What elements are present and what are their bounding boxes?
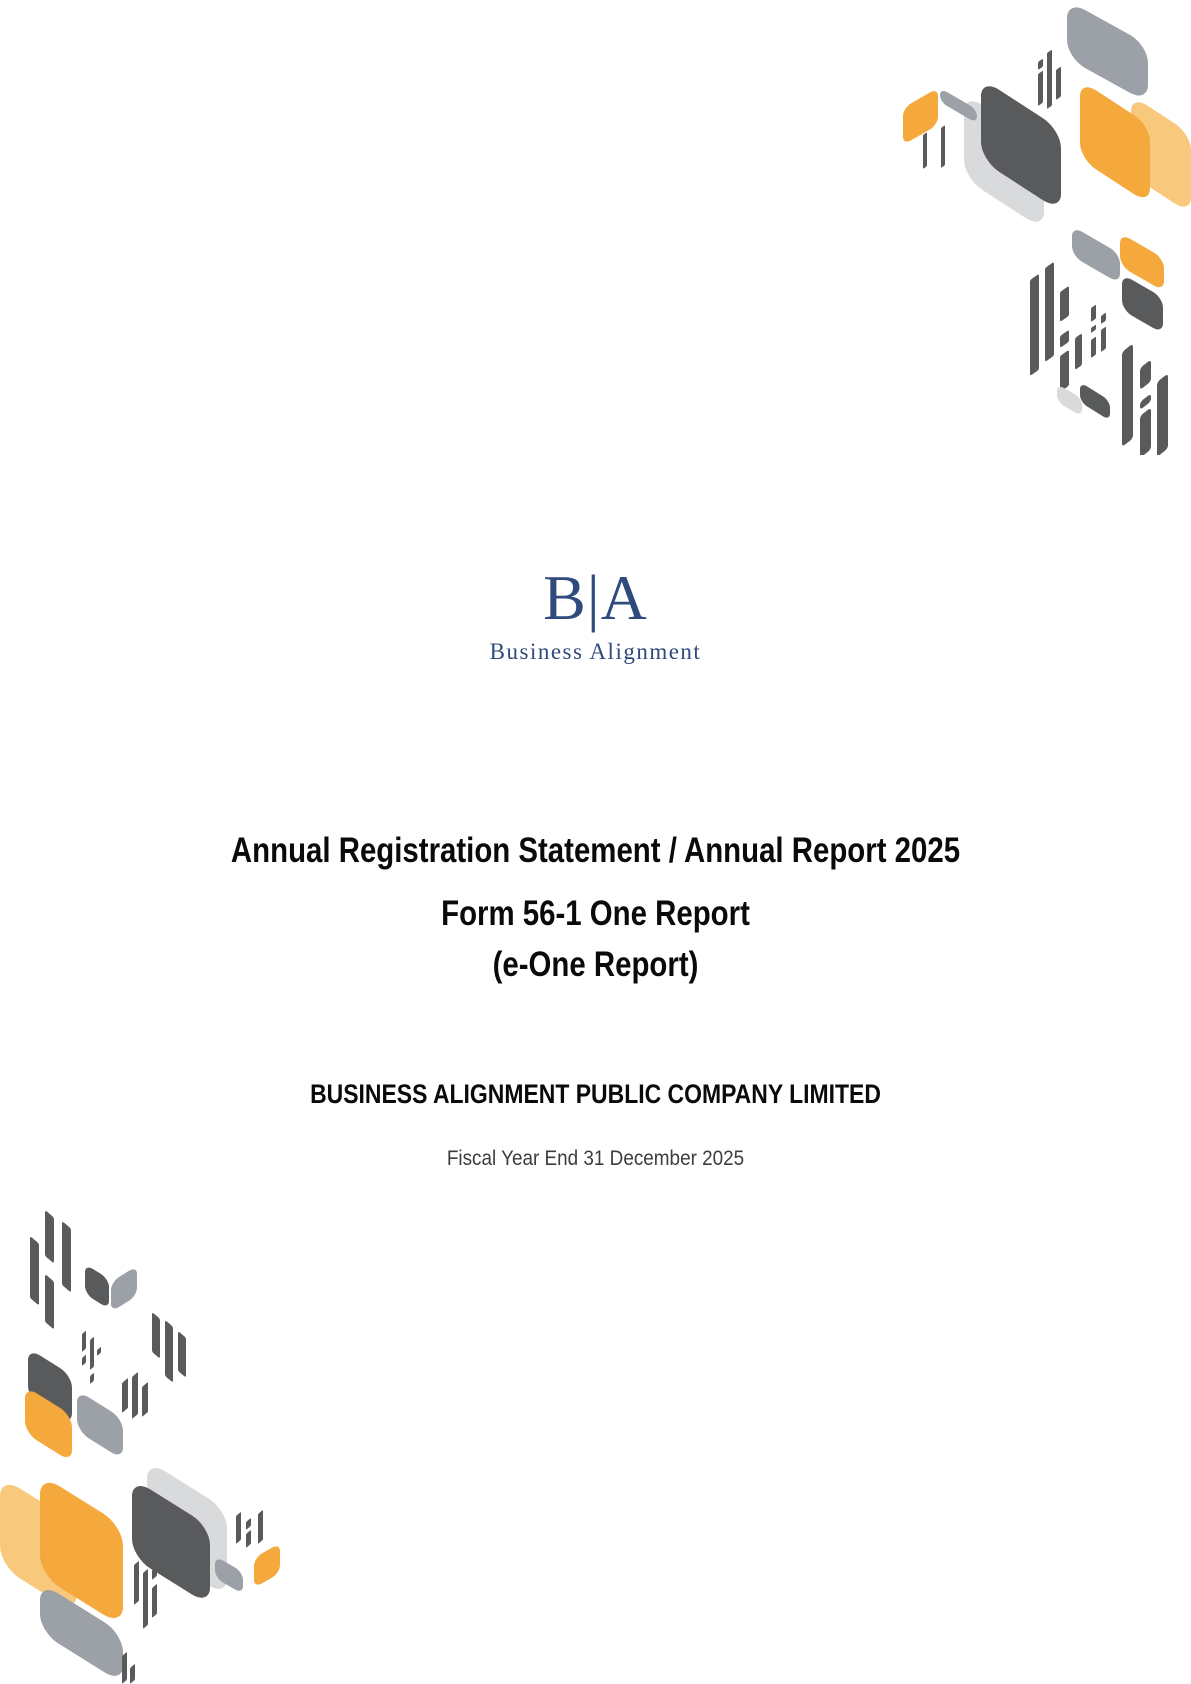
cover-title-line-1: Annual Registration Statement / Annual Report 2025 — [230, 831, 961, 870]
fiscal-year-text: Fiscal Year End 31 December 2025 — [446, 1147, 745, 1170]
geometric-pattern-top-right-icon — [831, 0, 1191, 455]
leaf-cluster-bottom — [1057, 343, 1168, 455]
cover-title-line-3: (e-One Report) — [492, 945, 699, 984]
geometric-pattern-bottom-left-icon — [0, 1124, 300, 1684]
bars-cluster-top — [30, 1210, 186, 1384]
cover-title-line-2: Form 56-1 One Report — [441, 894, 750, 933]
company-logo — [0, 562, 1191, 633]
leaf-cluster-bottom — [0, 1460, 280, 1684]
logo-wordmark: Business Alignment — [489, 639, 702, 664]
company-name: BUSINESS ALIGNMENT PUBLIC COMPANY LIMITED — [310, 1079, 881, 1109]
leaf-cluster-top — [903, 0, 1191, 230]
leaf-cluster-middle — [25, 1348, 148, 1462]
leaf-cluster-middle — [1030, 226, 1164, 392]
logo-monogram: B|A — [543, 562, 648, 633]
